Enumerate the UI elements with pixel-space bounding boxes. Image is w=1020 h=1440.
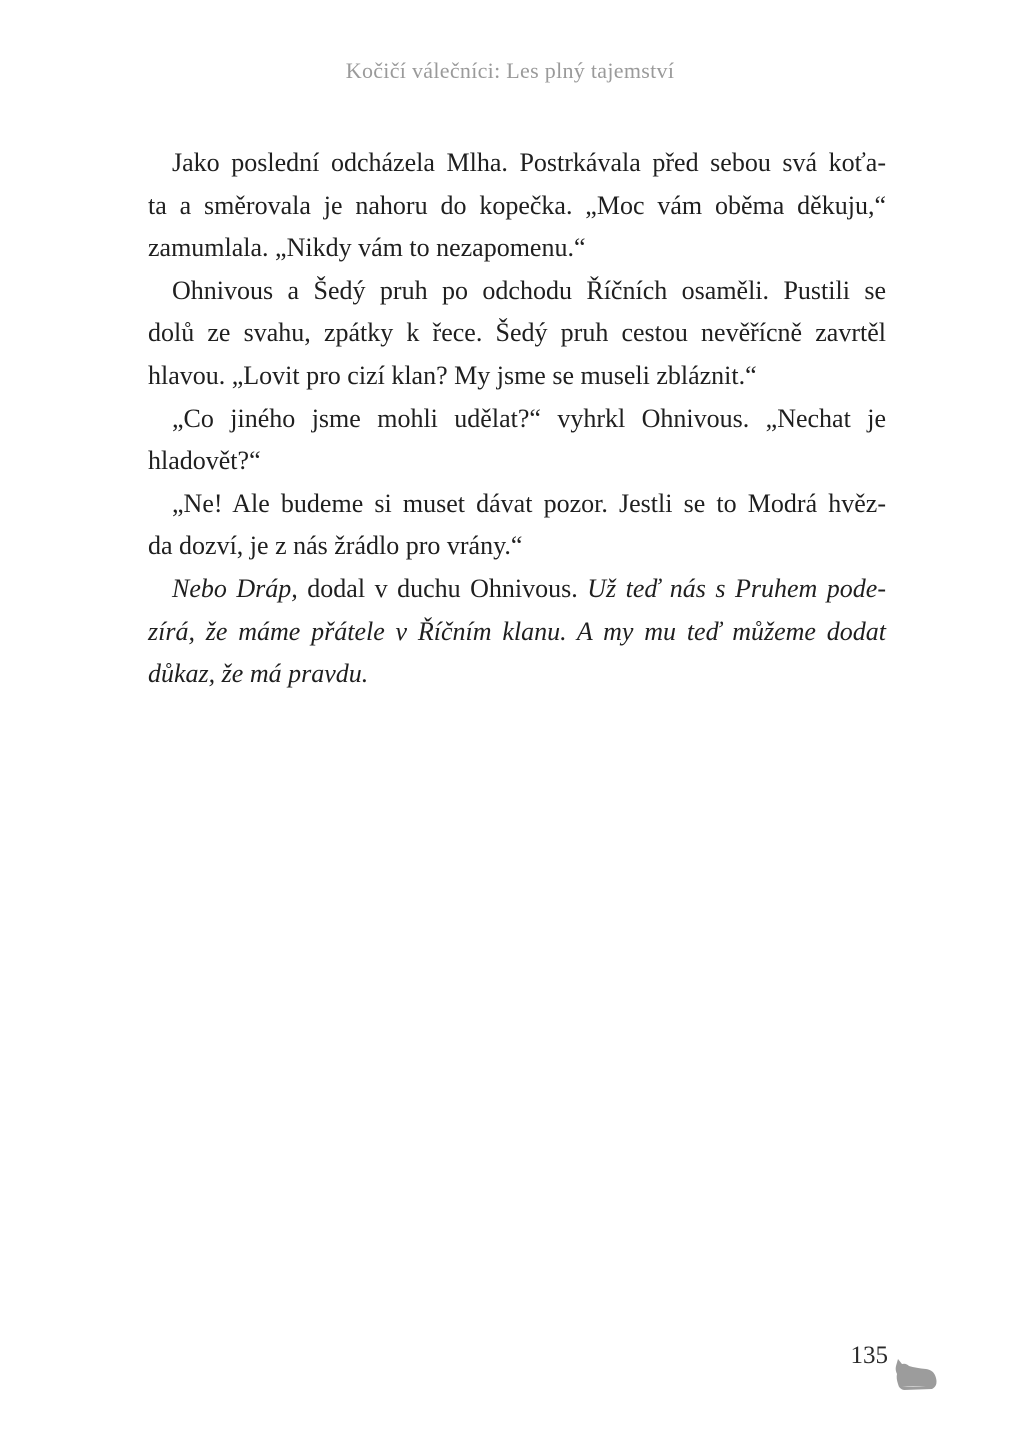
text-line: „Ne! Ale budeme si muset dávat pozor. Jestli se to Modrá hvěz- <box>172 488 886 518</box>
text-line: „Co jiného jsme mohli udělat?“ vyhrkl Ohnivous. „Nechat je <box>172 403 886 433</box>
text-line: da dozví, je z nás žrádlo pro vrány.“ <box>148 531 523 561</box>
text-line: Ohnivous a Šedý pruh po odchodu Říčních osaměli. Pustili se <box>172 275 886 305</box>
text-line: zírá, že máme přátele v Říčním klanu. A my mu teď můžeme dodat <box>148 616 886 646</box>
text-line: důkaz, že má pravdu. <box>148 659 369 689</box>
italic-thought: Nebo Dráp, <box>172 573 298 603</box>
cat-icon <box>892 1356 938 1392</box>
paragraph-3 <box>148 398 886 483</box>
text-line: ta a směrovala je nahoru do kopečka. „Moc vám oběma děkuju,“ <box>148 190 886 220</box>
text-line: dolů ze svahu, zpátky k řece. Šedý pruh cestou nevěřícně zavrtěl <box>148 318 886 348</box>
text-line: hlavou. „Lovit pro cizí klan? My jsme se museli zbláznit.“ <box>148 360 757 390</box>
running-header: Kočičí válečníci: Les plný tajemství <box>345 58 675 83</box>
text-line: zamumlala. „Nikdy vám to nezapomenu.“ <box>148 233 586 263</box>
paragraph-2 <box>148 270 886 398</box>
narration-text: dodal v duchu Ohnivous. <box>297 573 588 603</box>
page-body <box>148 142 886 696</box>
page-number: 135 <box>850 1342 888 1369</box>
text-line: hladovět?“ <box>148 446 261 476</box>
paragraph-1 <box>148 142 886 270</box>
paragraph-4 <box>148 483 886 568</box>
text-line: Jako poslední odcházela Mlha. Postrkávala před sebou svá koťa- <box>172 148 886 177</box>
italic-thought: Už teď nás s Pruhem pode- <box>587 573 887 603</box>
paragraph-5 <box>148 568 886 696</box>
text-line <box>148 568 886 611</box>
